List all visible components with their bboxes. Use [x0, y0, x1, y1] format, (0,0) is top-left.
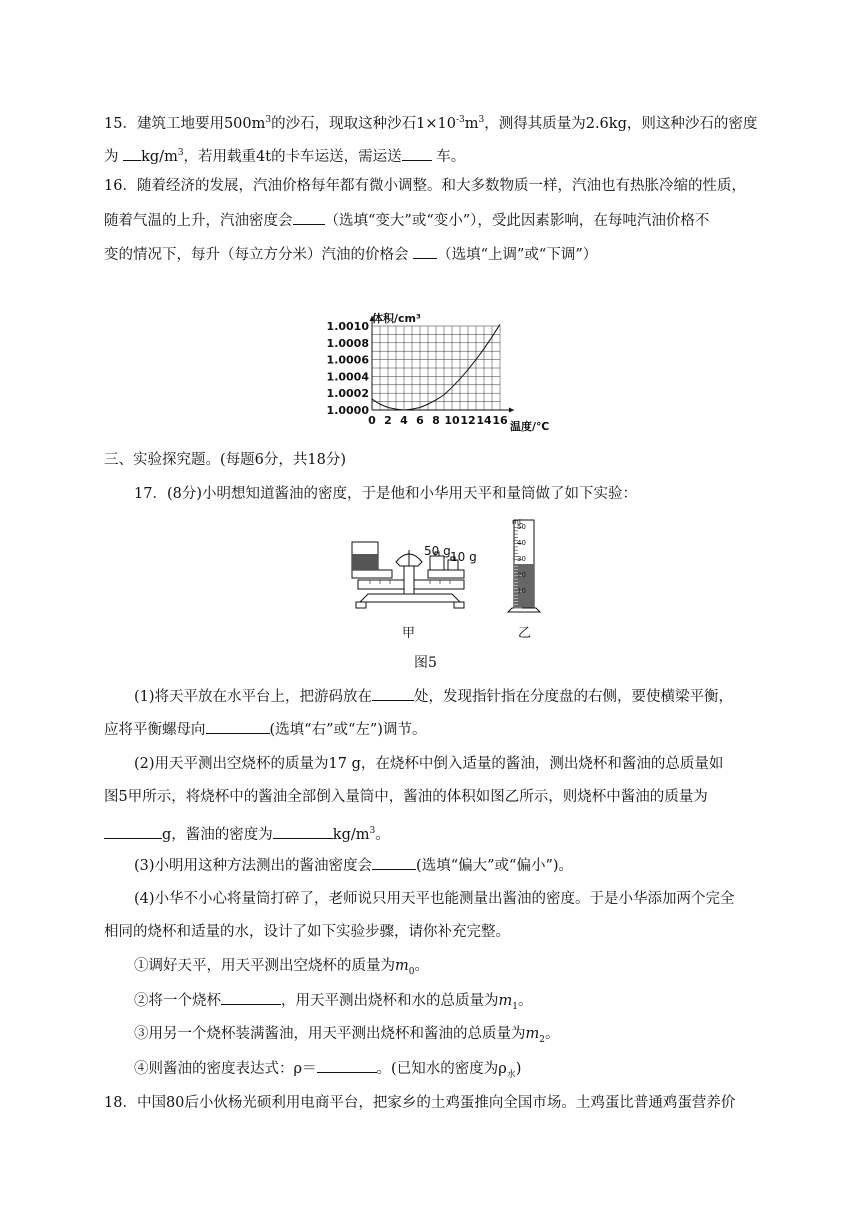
answer-blank: [372, 686, 414, 701]
chart-y-tick-label: 1.0002: [326, 387, 369, 401]
chart-y-tick-label: 1.0006: [326, 353, 369, 367]
cylinder-tick-label: 40: [517, 538, 526, 547]
q17-step3: ③用另一个烧杯装满酱油，用天平测出烧杯和酱油的总质量为$m_2$。: [134, 1026, 560, 1045]
chart-x-tick-label: 10: [444, 414, 460, 427]
q16-line3: 变的情况下，每升（每立方分米）汽油的价格会 （选填“上调”或“下调”）: [104, 244, 597, 265]
chart-axes: [370, 316, 515, 413]
weight-50g-label: 50 g: [424, 544, 451, 558]
q17-p3: (3)小明用这种方法测出的酱油密度会 (选填“偏大”或“偏小”)。: [134, 855, 573, 876]
balance-foot-right: [454, 602, 464, 608]
cylinder-base: [508, 608, 540, 612]
answer-blank: [317, 1058, 377, 1073]
balance-base: [360, 594, 460, 602]
chart-x-tick-label: 14: [476, 414, 492, 427]
q17-step4: ④则酱油的密度表达式：ρ＝ 。(已知水的密度为$\rho_水$): [134, 1058, 521, 1085]
chart-x-tick-label: 0: [368, 414, 376, 427]
beaker-liquid: [352, 554, 378, 570]
q17-p4-line1: (4)小华不小心将量筒打碎了，老师说只用天平也能测量出酱油的密度。于是小华添加两个完全: [134, 891, 735, 907]
answer-blank: [413, 244, 437, 259]
figure-label-yi: 乙: [518, 626, 532, 641]
balance-foot-left: [356, 602, 366, 608]
chart-x-tick-label: 16: [492, 414, 508, 427]
chart-x-tick-label: 8: [432, 414, 440, 427]
balance-figure: [340, 520, 480, 620]
answer-blank: [402, 146, 432, 161]
chart-y-tick-label: 1.0004: [326, 370, 369, 384]
chart-y-tick-label: 1.0010: [326, 320, 369, 333]
answer-blank: [273, 824, 333, 839]
volume-temperature-chart: [320, 310, 570, 434]
q17-p2-line3: g，酱油的密度为 $kg/m^3$。: [104, 821, 390, 845]
q17-step2: ②将一个烧杯 ，用天平测出烧杯和水的总质量为$m_1$。: [134, 990, 532, 1017]
q17-p1-line1: (1)将天平放在水平台上，把游码放在 处，发现指针指在分度盘的右侧，要使横梁平衡，: [134, 686, 733, 707]
chart-x-tick-label: 2: [384, 414, 392, 427]
pan-left: [352, 570, 392, 578]
answer-blank: [372, 855, 416, 870]
answer-blank: [221, 990, 281, 1005]
chart-tick-labels: [327, 320, 508, 427]
cylinder-tick-label: 30: [517, 554, 526, 563]
cylinder-tick-label: 20: [517, 570, 526, 579]
chart-x-arrow: [509, 408, 514, 413]
q17-p4-line2: 相同的烧杯和适量的水，设计了如下实验步骤，请你补充完整。: [104, 924, 510, 940]
chart-y-tick-label: 1.0008: [326, 336, 369, 350]
q17-p1-line2: 应将平衡螺母向 (选填“右”或“左”)调节。: [104, 719, 426, 740]
cylinder-tick-label: 10: [517, 586, 526, 595]
answer-blank: [123, 146, 141, 161]
figure-caption: 图5: [414, 655, 437, 671]
chart-x-tick-label: 6: [416, 414, 424, 427]
cylinder-tick-label: 50: [517, 522, 526, 531]
answer-blank: [206, 719, 270, 734]
section-3-heading: 三、实验探究题。(每题6分，共18分): [104, 452, 346, 468]
weight-50g: [430, 556, 444, 570]
figure-label-jia: 甲: [402, 626, 416, 641]
q15-line1: 15．建筑工地要用$500m^3$的沙石，现取这种沙石$1\times 10^{-3}m^3$，测得其质量为2.6kg，则这种沙石的密度: [104, 115, 758, 132]
q17-p2-line2: 图5甲所示，将烧杯中的酱油全部倒入量筒中，酱油的体积如图乙所示，则烧杯中酱油的质量为: [104, 789, 708, 805]
chart-x-tick-label: 4: [400, 414, 408, 427]
answer-blank: [293, 210, 325, 225]
q17-step1: ①调好天平，用天平测出空烧杯的质量为$m_0$。: [134, 958, 429, 977]
q18-line1: 18．中国80后小伙杨光硕利用电商平台，把家乡的土鸡蛋推向全国市场。土鸡蛋比普通鸡蛋营养价: [104, 1095, 736, 1111]
chart-grid: [372, 326, 500, 410]
q15-line2: 为 $kg/m^3$，若用载重4t的卡车运送，需运送 车。: [104, 143, 465, 167]
q16-line2: 随着气温的上升，汽油密度会 （选填“变大”或“变小”），受此因素影响，在每吨汽油价格不: [104, 210, 709, 231]
cylinder-unit: mL: [512, 518, 523, 526]
chart-x-axis-label: 温度/℃: [510, 420, 550, 433]
answer-blank: [104, 824, 162, 839]
pan-right: [428, 570, 464, 578]
chart-y-tick-label: 1.0000: [326, 404, 369, 417]
chart-y-axis-label: 体积/cm³: [372, 312, 421, 325]
q17-p2-line1: (2)用天平测出空烧杯的质量为17 g，在烧杯中倒入适量的酱油，测出烧杯和酱油的总质量如: [134, 756, 724, 772]
q17-intro: 17．(8分)小明想知道酱油的密度，于是他和小华用天平和量筒做了如下实验：: [134, 486, 637, 502]
chart-x-tick-label: 12: [460, 414, 476, 427]
weight-10g-label: 10 g: [450, 550, 477, 564]
q16-line1: 16．随着经济的发展，汽油价格每年都有微小调整。和大多数物质一样，汽油也有热胀冷缩的性质，: [104, 178, 746, 194]
